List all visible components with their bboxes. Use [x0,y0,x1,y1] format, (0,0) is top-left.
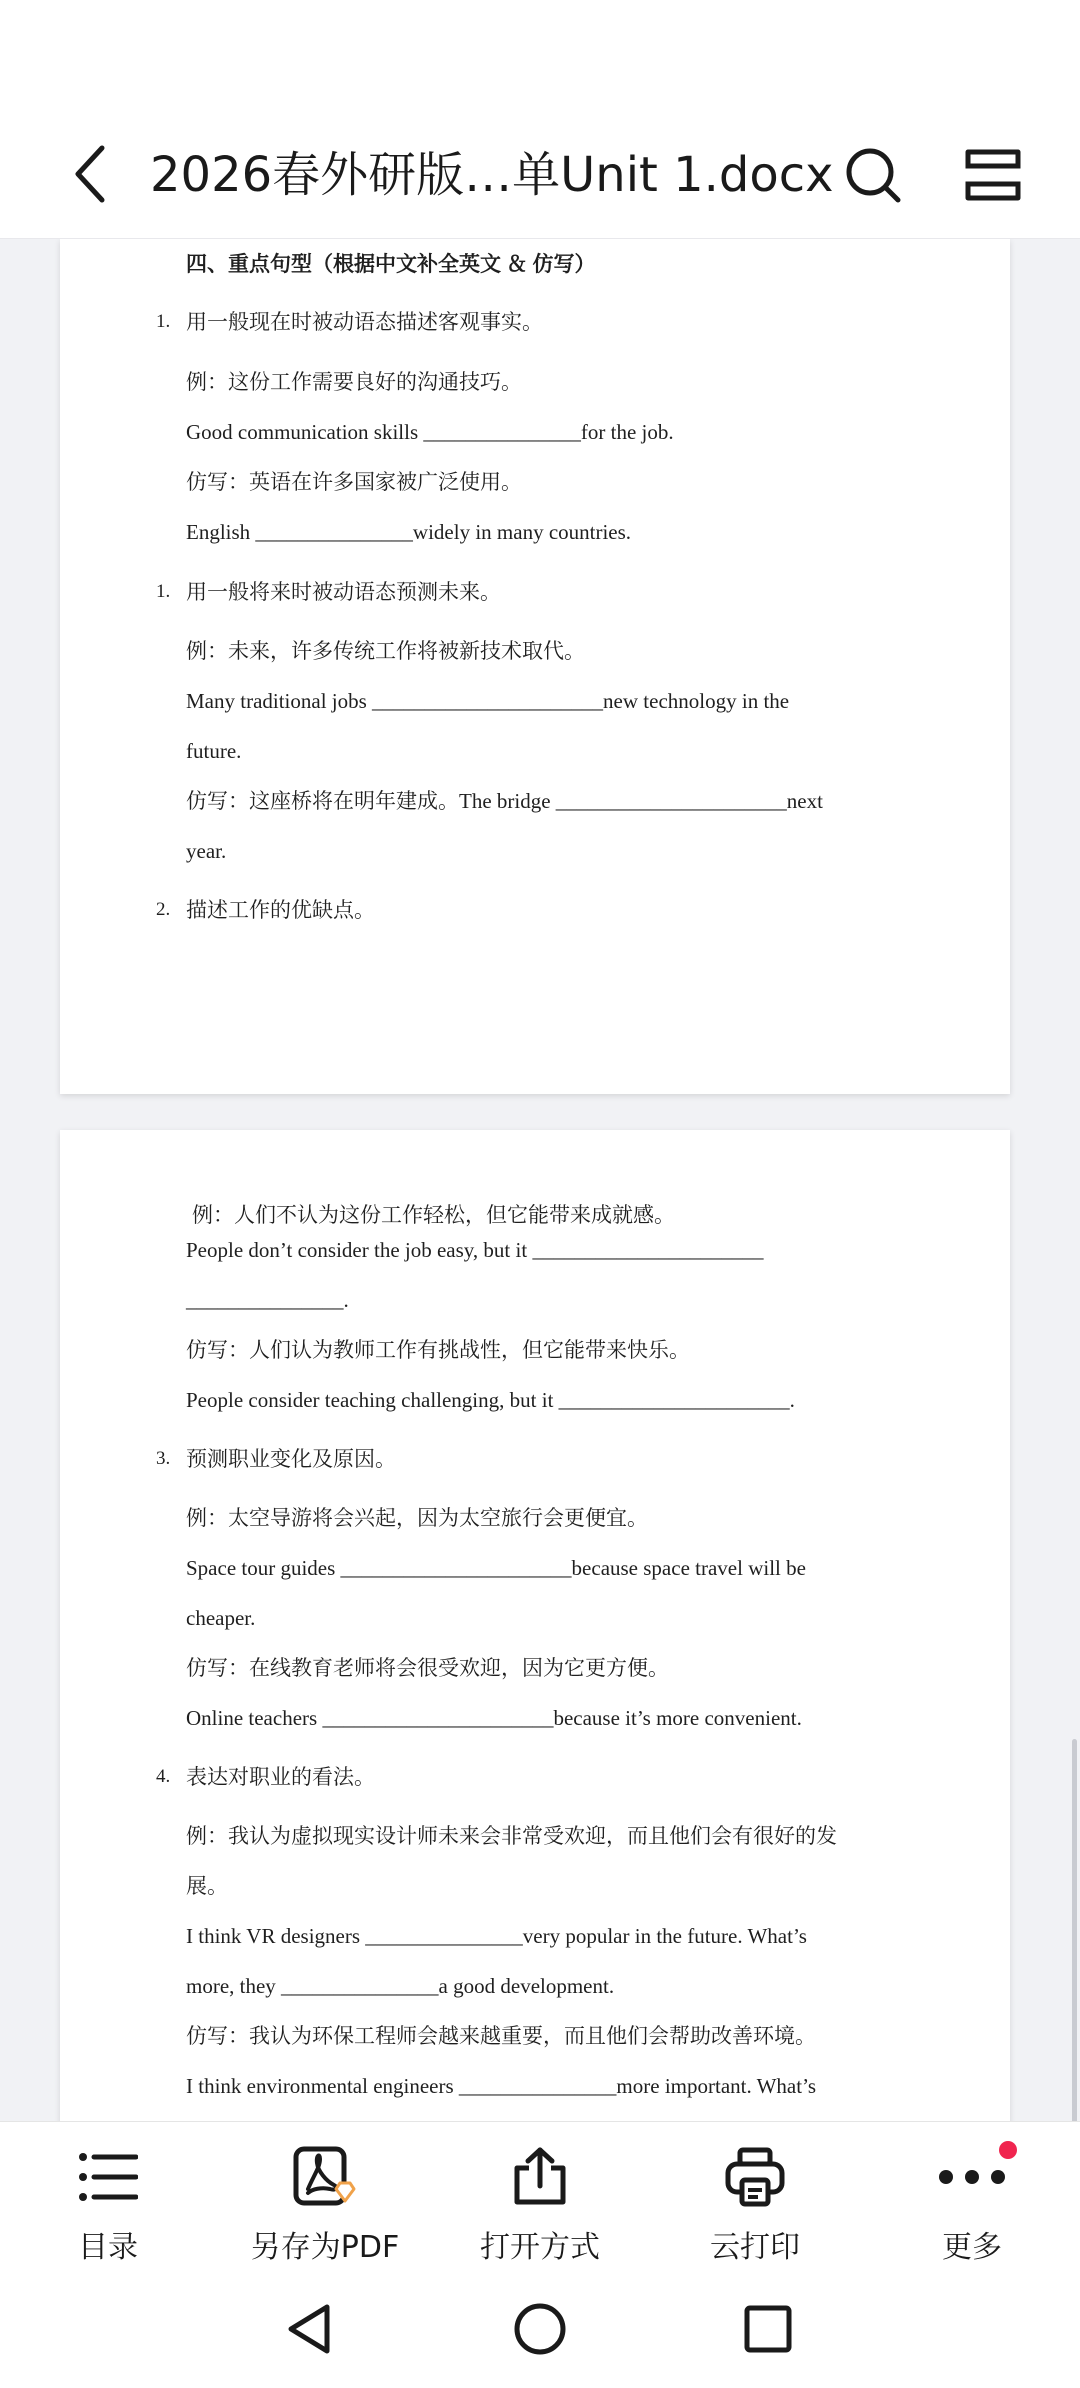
sentence-text: future. [186,739,242,763]
bottom-toolbar [0,2121,1080,2272]
list-number: 1. [156,581,171,602]
nav-back-button[interactable] [280,2299,340,2359]
search-button[interactable] [838,140,908,210]
document-page [60,239,1010,1094]
nav-home-button[interactable] [510,2299,570,2359]
sentence-text: more, they _______________a good development. [186,1974,615,1998]
sentence-text: People don’t consider the job easy, but it ______________________ [186,1238,764,1262]
document-title: 2026春外研版…单Unit 1.docx [150,147,834,203]
square-recents-icon [742,2303,794,2355]
toolbar-label: 云打印 [710,2230,800,2265]
sentence-text: I think VR designers _______________very popular in the future. What’s [186,1924,807,1948]
example-text: 例：未来，许多传统工作将被新技术取代。 [186,639,585,663]
imitate-text: 仿写：这座桥将在明年建成。The bridge ______________________next [186,789,823,813]
item-title: 用一般现在时被动语态描述客观事实。 [186,310,543,334]
example-text: 例：太空导游将会兴起，因为太空旅行会更便宜。 [186,1506,648,1530]
sentence-text: cheaper. [186,1606,256,1630]
list-icon [78,2151,138,2203]
pdf-icon [290,2145,360,2209]
back-arrow-icon [70,144,110,204]
search-icon [842,144,904,206]
sentence-text: Many traditional jobs ______________________new technology in the [186,689,790,713]
example-text: 例：人们不认为这份工作轻松，但它能带来成就感。 [192,1203,675,1227]
example-text: 例：这份工作需要良好的沟通技巧。 [186,370,522,394]
toolbar-label: 打开方式 [480,2230,600,2265]
printer-icon [724,2146,786,2208]
toc-button[interactable] [8,2142,208,2265]
imitate-text: 仿写：我认为环保工程师会越来越重要，而且他们会帮助改善环境。 [186,2024,816,2048]
imitate-text: 仿写：英语在许多国家被广泛使用。 [186,470,522,494]
more-button[interactable] [872,2142,1072,2265]
system-navigation-bar [0,2271,1080,2388]
section-heading: 四、重点句型（根据中文补全英文 ＆ 仿写） [186,252,596,276]
toolbar-label: 另存为PDF [250,2230,400,2265]
top-bar [0,0,1080,239]
list-number: 4. [156,1766,171,1787]
nav-recents-button[interactable] [738,2299,798,2359]
item-title: 表达对职业的看法。 [186,1765,375,1789]
toolbar-label: 更多 [942,2230,1002,2265]
more-icon [937,2167,1007,2187]
item-title: 用一般将来时被动语态预测未来。 [186,580,501,604]
item-title: 描述工作的优缺点。 [186,898,375,922]
sentence-text: Online teachers ______________________because it’s more convenient. [186,1706,802,1730]
item-title: 预测职业变化及原因。 [186,1447,396,1471]
open-with-button[interactable] [440,2142,640,2265]
share-icon [509,2146,571,2208]
imitate-text: 仿写：人们认为教师工作有挑战性，但它能带来快乐。 [186,1338,690,1362]
document-viewport[interactable] [0,239,1080,2121]
imitate-text: 仿写：在线教育老师将会很受欢迎，因为它更方便。 [186,1656,669,1680]
cloud-print-button[interactable] [655,2142,855,2265]
reading-mode-button[interactable] [958,140,1028,210]
sentence-text: English _______________widely in many countries. [186,520,632,544]
sentence-text: Space tour guides ______________________because space travel will be [186,1556,806,1580]
sentence-text: Good communication skills _______________for the job. [186,420,674,444]
sentence-text: _______________. [186,1288,349,1312]
list-number: 1. [156,311,171,332]
example-text: 展。 [186,1874,228,1898]
notification-badge [999,2141,1017,2159]
save-as-pdf-button[interactable] [225,2142,425,2265]
scrollbar[interactable] [1072,1739,1077,2121]
toolbar-label: 目录 [78,2230,138,2265]
document-page [60,1130,1010,2121]
circle-home-icon [512,2301,568,2357]
sentence-text: I think environmental engineers _______________more important. What’s [186,2074,817,2098]
reading-mode-icon [962,144,1024,206]
sentence-text: year. [186,839,227,863]
back-button[interactable] [58,140,122,208]
triangle-back-icon [285,2302,335,2356]
list-number: 3. [156,1448,171,1469]
sentence-text: People consider teaching challenging, but it ______________________. [186,1388,795,1412]
list-number: 2. [156,899,171,920]
example-text: 例：我认为虚拟现实设计师未来会非常受欢迎，而且他们会有很好的发 [186,1824,837,1848]
